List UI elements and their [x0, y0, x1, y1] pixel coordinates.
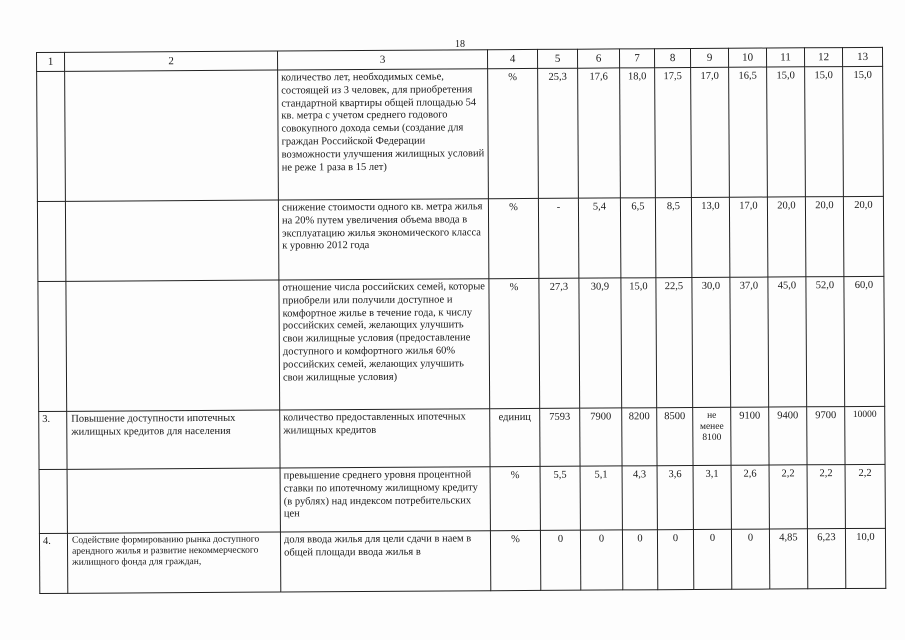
header-cell: 2 — [65, 51, 278, 71]
value-cell: 17,0 — [729, 197, 767, 277]
section-title-cell — [66, 280, 280, 411]
header-cell: 3 — [277, 50, 487, 70]
section-title-cell — [67, 468, 280, 533]
value-cell: 4,85 — [769, 529, 807, 589]
section-title-cell — [65, 70, 279, 201]
value-cell: не менее 8100 — [693, 407, 731, 465]
value-cell: 17,6 — [578, 68, 621, 198]
indicator-cell: доля ввода жилья для цели сдачи в наем в общей площади ввода жилья в — [280, 531, 490, 592]
value-cell: 0 — [693, 529, 731, 589]
value-cell: 15,0 — [805, 67, 844, 197]
row-number-cell — [37, 71, 66, 201]
indicator-cell: количество предоставленных ипотечных жилищных кредитов — [280, 409, 490, 468]
section-title-cell: Содействие формированию рынка доступного арендного жилья и развитие некоммерческого жилищного фонда для граждан, — [67, 532, 280, 593]
value-cell: 2,2 — [769, 465, 807, 529]
row-number-cell: 3. — [39, 411, 67, 469]
unit-cell: % — [488, 68, 539, 198]
value-cell: 3,1 — [693, 465, 731, 529]
value-cell: 0 — [657, 529, 693, 589]
table-row — [37, 66, 884, 201]
table-row — [39, 406, 885, 469]
value-cell: 0 — [540, 530, 580, 590]
value-cell: 9700 — [807, 407, 845, 465]
table-row — [39, 464, 885, 533]
value-cell: 17,5 — [655, 68, 692, 198]
value-cell: - — [538, 198, 578, 278]
value-cell: 20,0 — [767, 197, 805, 277]
unit-cell: % — [490, 466, 540, 530]
value-cell: 20,0 — [843, 196, 883, 276]
value-cell: 60,0 — [844, 276, 885, 406]
indicator-cell: количество лет, необходимых семье, состоящей из 3 человек, для приобретения стандартной квартиры общей площадью 54 кв. метра с учетом среднего годового совокупного дохода семьи (создание для граждан Российской Федерации возможности улучшения жилищных условий не реже 1 раза в 15 лет) — [278, 69, 489, 200]
value-cell: 5,4 — [578, 198, 620, 278]
value-cell: 27,3 — [539, 278, 580, 408]
value-cell: 13,0 — [691, 197, 729, 277]
value-cell: 15,0 — [767, 67, 806, 197]
page-number: 18 — [455, 39, 465, 50]
header-cell: 4 — [487, 49, 537, 68]
header-cell: 10 — [728, 48, 766, 67]
value-cell: 15,0 — [621, 278, 657, 408]
value-cell: 10000 — [845, 406, 885, 464]
value-cell: 9400 — [769, 407, 807, 465]
row-number-cell — [37, 201, 65, 281]
indicator-cell: превышение среднего уровня процентной ставки по ипотечному жилищному кредиту (в рублях) над индексом потребительских цен — [280, 467, 490, 532]
value-cell: 17,0 — [691, 67, 730, 197]
value-cell: 16,5 — [729, 67, 768, 197]
unit-cell: единиц — [490, 408, 540, 466]
value-cell: 8500 — [657, 407, 693, 465]
table-row — [38, 276, 885, 411]
row-number-cell: 4. — [39, 533, 67, 593]
value-cell: 15,0 — [843, 66, 884, 196]
table-row — [37, 196, 883, 281]
value-cell: 8200 — [622, 408, 657, 466]
value-cell: 5,1 — [580, 466, 622, 530]
header-cell: 5 — [537, 49, 577, 68]
value-cell: 2,2 — [845, 464, 885, 528]
value-cell: 45,0 — [768, 277, 807, 407]
value-cell: 7900 — [580, 408, 622, 466]
value-cell: 18,0 — [620, 68, 656, 198]
value-cell: 8,5 — [655, 197, 691, 277]
value-cell: 30,0 — [692, 277, 731, 407]
table-row — [39, 528, 885, 593]
value-cell: 0 — [580, 530, 622, 590]
value-cell: 0 — [622, 530, 657, 590]
value-cell: 7593 — [540, 408, 580, 466]
indicator-cell: отношение числа российских семей, которые приобрели или получили доступное и комфортное жилье в течение года, к числу российских семей, желающих улучшить свои жилищные условия (предоставление доступного и комфортного жилья 60% российских семей, желающих улучшить свои жилищные условия) — [279, 279, 490, 410]
header-cell: 9 — [690, 48, 728, 67]
section-title-cell — [65, 200, 278, 281]
value-cell: 5,5 — [540, 466, 580, 530]
unit-cell: % — [488, 198, 538, 278]
section-title-cell: Повышение доступности ипотечных жилищных кредитов для населения — [67, 410, 280, 469]
unit-cell: % — [490, 530, 540, 590]
page-bottom-margin — [0, 598, 905, 640]
value-cell: 6,23 — [807, 529, 845, 589]
value-cell: 2,2 — [807, 465, 845, 529]
header-cell: 1 — [37, 52, 65, 71]
value-cell: 6,5 — [620, 198, 655, 278]
indicator-cell: снижение стоимости одного кв. метра жилья на 20% путем увеличения объема ввода в эксплуатацию жилья экономического класса к уровню 2012 года — [278, 199, 488, 280]
value-cell: 2,6 — [731, 465, 769, 529]
value-cell: 0 — [731, 529, 769, 589]
value-cell: 22,5 — [656, 277, 693, 407]
header-cell: 8 — [654, 49, 690, 68]
header-cell: 11 — [766, 48, 804, 67]
value-cell: 30,9 — [579, 278, 622, 408]
value-cell: 10,0 — [845, 528, 885, 588]
value-cell: 52,0 — [806, 277, 845, 407]
value-cell: 37,0 — [730, 277, 769, 407]
value-cell: 20,0 — [805, 197, 843, 277]
header-cell: 6 — [577, 49, 619, 68]
header-cell: 7 — [619, 49, 654, 68]
unit-cell: % — [489, 278, 540, 408]
value-cell: 9100 — [731, 407, 769, 465]
value-cell: 25,3 — [538, 68, 579, 198]
value-cell: 3,6 — [657, 465, 693, 529]
row-number-cell — [38, 281, 67, 411]
header-cell: 13 — [842, 47, 882, 66]
header-cell: 12 — [804, 48, 842, 67]
indicators-table — [36, 47, 886, 594]
value-cell: 4,3 — [622, 466, 657, 530]
row-number-cell — [39, 469, 67, 533]
